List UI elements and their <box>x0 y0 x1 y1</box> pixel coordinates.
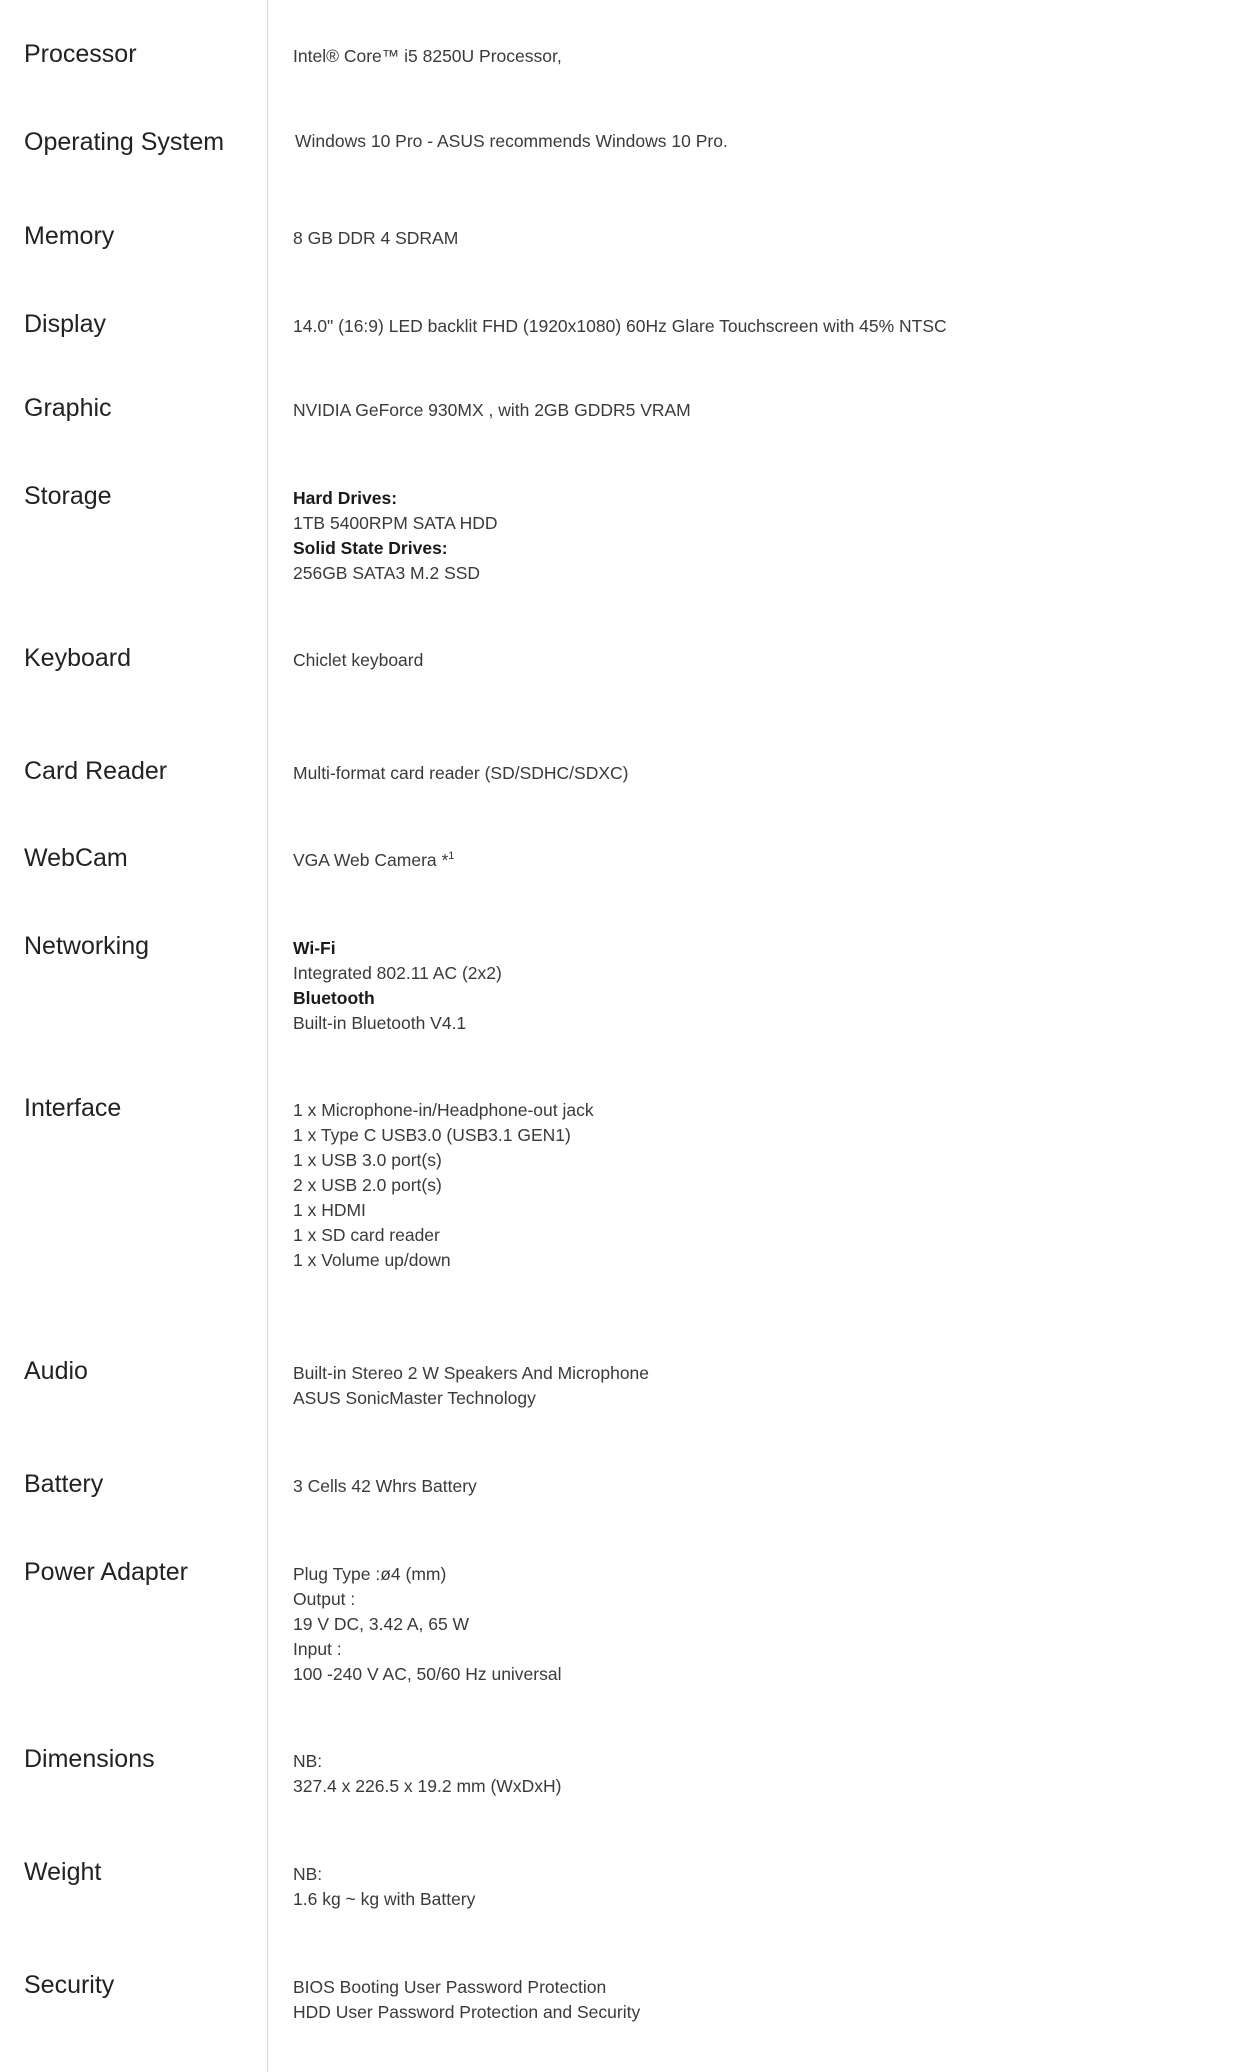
spec-label-security: Security <box>24 1971 115 1999</box>
dimensions-line: 327.4 x 226.5 x 19.2 mm (WxDxH) <box>293 1776 562 1796</box>
spec-value-line: 3 Cells 42 Whrs Battery <box>293 1476 477 1496</box>
power-adapter-line: Plug Type :ø4 (mm) <box>293 1564 447 1584</box>
spec-value-webcam <box>293 848 1223 873</box>
networking-bt-value: Built-in Bluetooth V4.1 <box>293 1013 467 1033</box>
footnote-marker: 1 <box>448 850 455 863</box>
spec-value-line: Windows 10 Pro - ASUS recommends Windows 10 Pro. <box>295 131 728 151</box>
spec-label-networking: Networking <box>24 932 150 960</box>
spec-label-power-adapter: Power Adapter <box>24 1558 188 1586</box>
spec-label-battery: Battery <box>24 1470 104 1498</box>
interface-line: 1 x SD card reader <box>293 1225 440 1245</box>
spec-label-webcam: WebCam <box>24 844 128 872</box>
spec-value-memory <box>293 226 1223 251</box>
interface-line: 1 x Microphone-in/Headphone-out jack <box>293 1100 594 1120</box>
spec-value-security <box>293 1975 1223 2025</box>
spec-value-line: Intel® Core™ i5 8250U Processor, <box>293 46 562 66</box>
spec-value-graphic <box>293 398 1223 423</box>
spec-value-audio <box>293 1361 1223 1411</box>
spec-value-line: Multi-format card reader (SD/SDHC/SDXC) <box>293 763 629 783</box>
audio-line: ASUS SonicMaster Technology <box>293 1388 536 1408</box>
spec-label-audio: Audio <box>24 1357 88 1385</box>
weight-line: NB: <box>293 1864 323 1884</box>
audio-line: Built-in Stereo 2 W Speakers And Microphone <box>293 1363 650 1383</box>
spec-value-line <box>293 848 1223 873</box>
spec-label-processor: Processor <box>24 40 137 68</box>
interface-line: 1 x Volume up/down <box>293 1250 451 1270</box>
spec-value-storage <box>293 486 1223 586</box>
interface-line: 1 x USB 3.0 port(s) <box>293 1150 442 1170</box>
networking-wifi-heading: Wi-Fi <box>293 938 336 958</box>
weight-line: 1.6 kg ~ kg with Battery <box>293 1889 476 1909</box>
spec-label-keyboard: Keyboard <box>24 644 132 672</box>
column-divider <box>267 0 268 2072</box>
power-adapter-line: 100 -240 V AC, 50/60 Hz universal <box>293 1664 562 1684</box>
storage-hdd-value: 1TB 5400RPM SATA HDD <box>293 513 498 533</box>
spec-label-interface: Interface <box>24 1094 122 1122</box>
spec-value-interface <box>293 1098 1223 1273</box>
spec-label-memory: Memory <box>24 222 115 250</box>
spec-value-line: 14.0" (16:9) LED backlit FHD (1920x1080) 60Hz Glare Touchscreen with 45% NTSC <box>293 316 947 336</box>
spec-value-networking <box>293 936 1223 1036</box>
dimensions-line: NB: <box>293 1751 323 1771</box>
spec-value-os <box>295 129 1225 154</box>
spec-value-line: Chiclet keyboard <box>293 650 424 670</box>
spec-value-card-reader <box>293 761 1223 786</box>
spec-label-dimensions: Dimensions <box>24 1745 155 1773</box>
spec-label-display: Display <box>24 310 106 338</box>
networking-wifi-value: Integrated 802.11 AC (2x2) <box>293 963 502 983</box>
spec-value-battery <box>293 1474 1223 1499</box>
storage-ssd-value: 256GB SATA3 M.2 SSD <box>293 563 481 583</box>
spec-value-weight <box>293 1862 1223 1912</box>
storage-ssd-heading: Solid State Drives: <box>293 538 448 558</box>
spec-value-keyboard <box>293 648 1223 673</box>
spec-label-weight: Weight <box>24 1858 102 1886</box>
spec-value-line: 8 GB DDR 4 SDRAM <box>293 228 459 248</box>
storage-hdd-heading: Hard Drives: <box>293 488 398 508</box>
security-line: BIOS Booting User Password Protection <box>293 1977 607 1997</box>
webcam-text: VGA Web Camera * <box>293 850 449 870</box>
spec-label-os: Operating System <box>24 128 225 156</box>
interface-line: 1 x Type C USB3.0 (USB3.1 GEN1) <box>293 1125 571 1145</box>
spec-label-storage: Storage <box>24 482 112 510</box>
spec-value-dimensions <box>293 1749 1223 1799</box>
spec-label-graphic: Graphic <box>24 394 112 422</box>
networking-bt-heading: Bluetooth <box>293 988 375 1008</box>
power-adapter-line: Output : <box>293 1589 356 1609</box>
security-line: HDD User Password Protection and Security <box>293 2002 641 2022</box>
spec-value-processor <box>293 44 1223 69</box>
spec-value-line: NVIDIA GeForce 930MX , with 2GB GDDR5 VRAM <box>293 400 691 420</box>
interface-line: 1 x HDMI <box>293 1200 366 1220</box>
spec-label-card-reader: Card Reader <box>24 757 168 785</box>
spec-value-display <box>293 314 1223 339</box>
spec-value-power-adapter <box>293 1562 1223 1687</box>
interface-line: 2 x USB 2.0 port(s) <box>293 1175 442 1195</box>
power-adapter-line: Input : <box>293 1639 342 1659</box>
power-adapter-line: 19 V DC, 3.42 A, 65 W <box>293 1614 470 1634</box>
